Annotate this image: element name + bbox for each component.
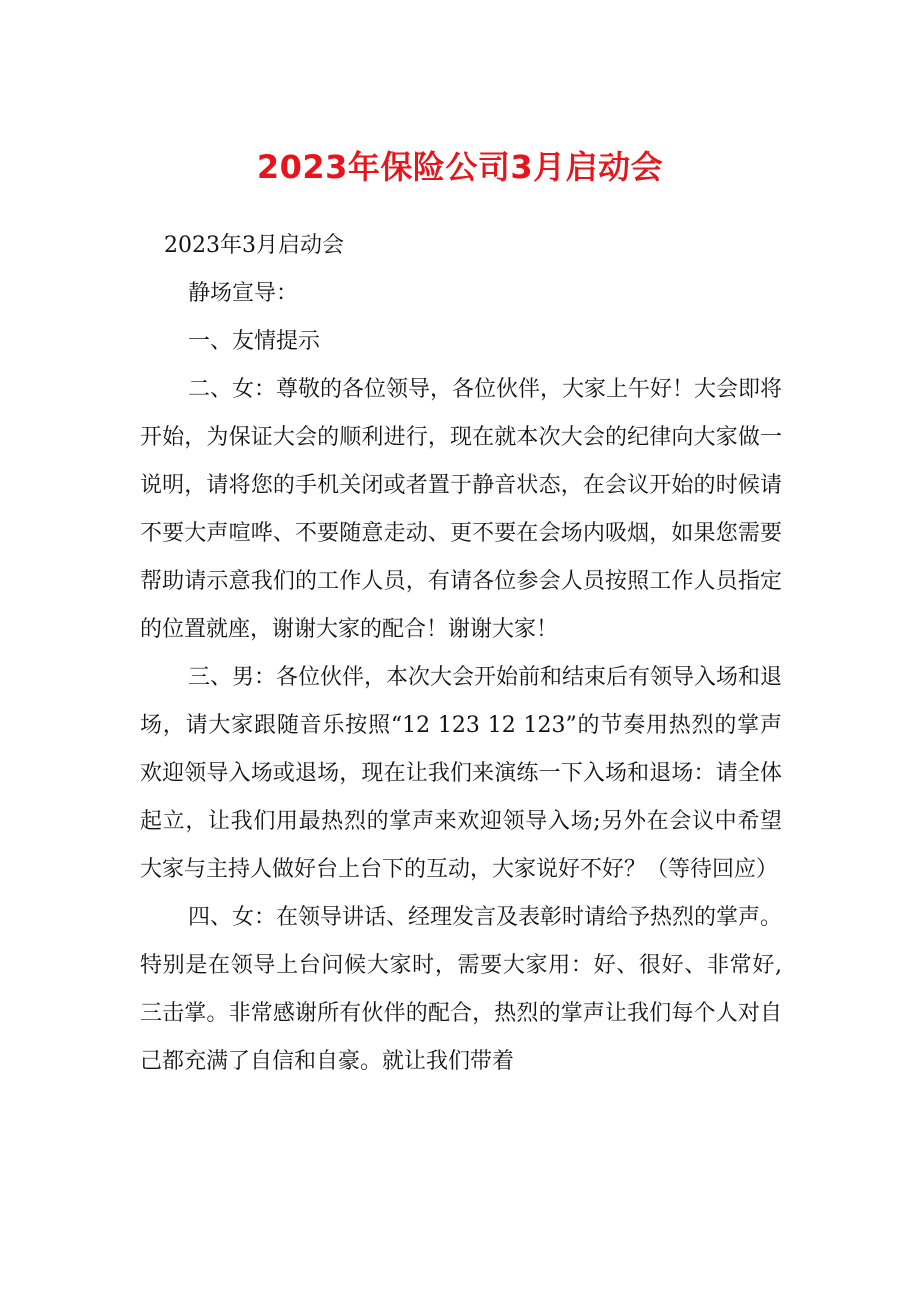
paragraph-subtitle: 2023年3月启动会 [164, 233, 344, 258]
paragraph-reminder-heading: 一、友情提示 [188, 329, 321, 354]
paragraph-section-three: 三、男：各位伙伴，本次大会开始前和结束后有领导入场和退场，请大家跟随音乐按照“12 123 12 123”的节奏用热烈的掌声欢迎领导入场或退场，现在让我们来演练一下入场和退场：请全体起立，让我们用最热烈的掌声来欢迎领导入场;另外在会议中希望大家与主持人做好台上台下的互动，大家说好不好？（等待回应） [140, 665, 783, 882]
paragraph-section-two: 二、女：尊敬的各位领导，各位伙伴，大家上午好！大会即将开始，为保证大会的顺利进行，现在就本次大会的纪律向大家做一说明，请将您的手机关闭或者置于静音状态，在会议开始的时候请不要大声喧哗、不要随意走动、更不要在会场内吸烟，如果您需要帮助请示意我们的工作人员，有请各位参会人员按照工作人员指定的位置就座，谢谢大家的配合！谢谢大家！ [140, 377, 783, 642]
paragraph-silence-notice: 静场宣导： [188, 281, 299, 306]
document-body [140, 222, 782, 1086]
paragraph-section-four: 四、女：在领导讲话、经理发言及表彰时请给予热烈的掌声。特别是在领导上台问候大家时，需要大家用：好、很好、非常好,三击掌。非常感谢所有伙伴的配合，热烈的掌声让我们每个人对自己都充满了自信和自豪。就让我们带着 [140, 905, 783, 1074]
document-title: 2023年保险公司3月启动会 [256, 148, 664, 186]
